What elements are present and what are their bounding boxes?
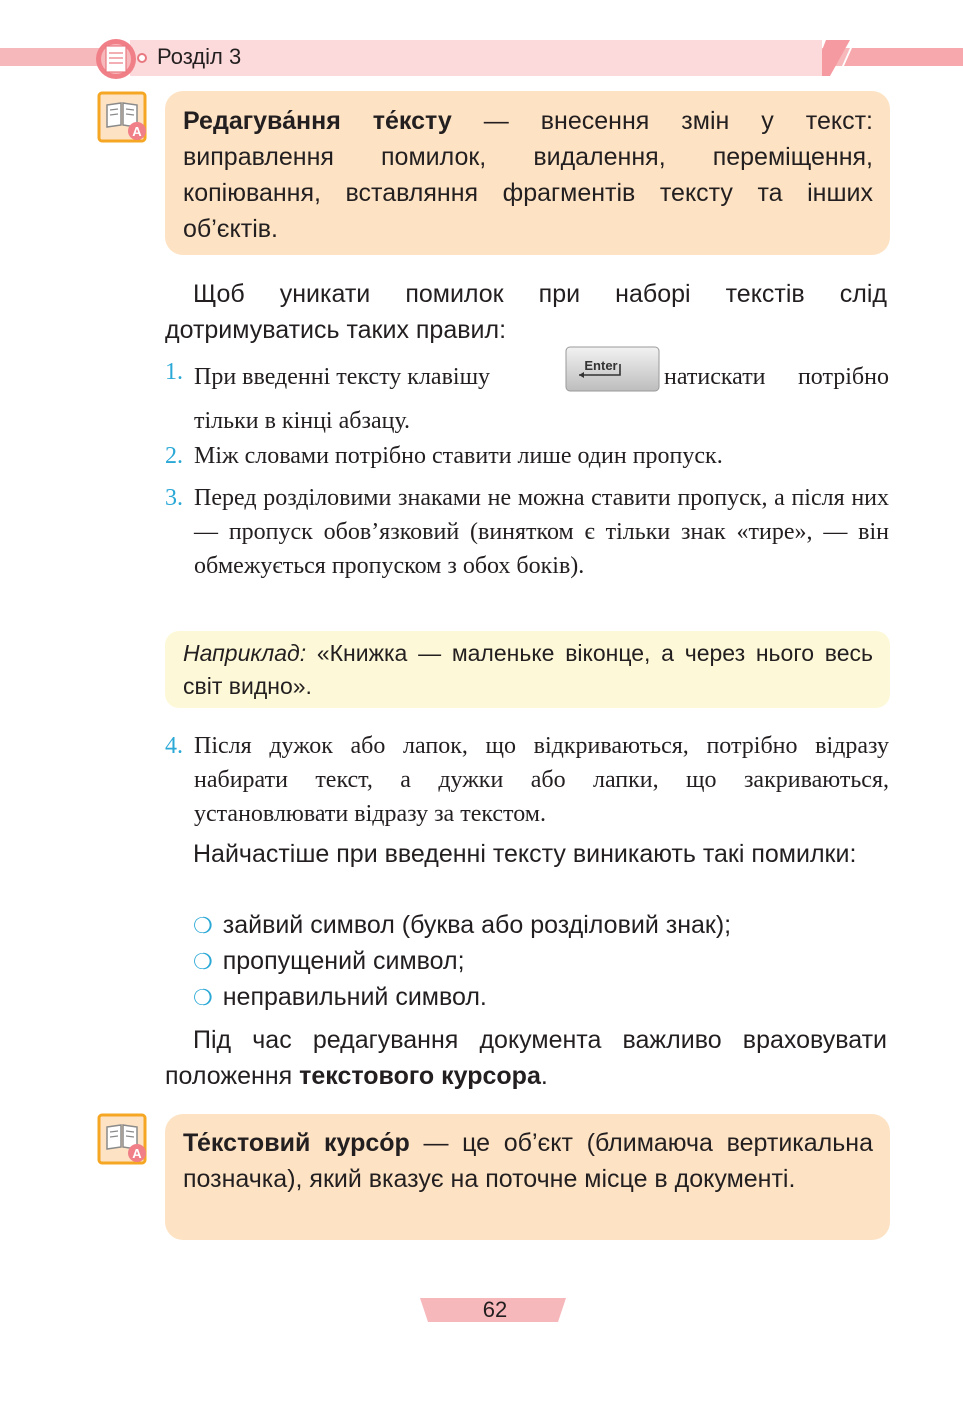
definition-editing-term: Редагува́ння те́ксту (183, 107, 452, 135)
rule-number: 2. (165, 443, 183, 469)
svg-text:A: A (132, 124, 142, 139)
error-item (193, 979, 487, 1016)
error-item (193, 943, 465, 980)
rule-number: 1. (165, 359, 183, 385)
cursor-paragraph (165, 1022, 887, 1094)
definition-editing-text (183, 103, 873, 247)
page-number: 62 (482, 1297, 508, 1322)
example-quote: «Книжка — маленьке віконце, а через нього весь світ видно». (183, 640, 873, 699)
rule-1-text-after: натискати потрібно тільки в кінці абзацу. (194, 364, 889, 434)
definition-cursor-text (183, 1125, 873, 1197)
section-title: Розділ 3 (157, 44, 242, 69)
error-item-text: пропущений символ; (222, 947, 465, 975)
rule-1-text-before: При введенні тексту клавішу (194, 364, 491, 390)
rule-2 (165, 439, 889, 473)
enter-key-label: Enter (584, 358, 618, 373)
rule-4 (165, 729, 889, 831)
definition-cursor-term: Те́кстовий курсо́р (183, 1129, 410, 1157)
errors-intro-paragraph (165, 836, 887, 872)
rule-4-text: Після дужок або лапок, що відкриваються, потрібно відразу набирати текст, а дужки або лапки, що закриваються, установлювати відразу за текстом. (194, 733, 889, 827)
circle-bullet-icon: ❍ (193, 985, 213, 1010)
rules-intro-text: Щоб уникати помилок при наборі текстів слід дотримуватись таких правил: (165, 280, 887, 344)
enter-key-icon (565, 346, 660, 392)
rule-1 (165, 355, 889, 443)
definition-editing-body: — внесення змін у текст: виправлення помилок, видалення, переміщення, копіювання, вставляння фрагментів тексту та інших об’єктів. (183, 107, 873, 243)
section-document-icon (94, 38, 154, 80)
rule-1-text (194, 355, 889, 443)
rules-intro-paragraph (165, 276, 887, 348)
error-item (193, 907, 731, 944)
circle-bullet-icon: ❍ (193, 949, 213, 974)
cursor-paragraph-end: . (540, 1062, 548, 1090)
rule-number: 3. (165, 485, 183, 511)
circle-bullet-icon: ❍ (193, 913, 213, 938)
definition-box-editing (165, 91, 890, 255)
errors-intro-text: Найчастіше при введенні тексту виникають такі помилки: (193, 840, 857, 868)
rule-3 (165, 481, 889, 583)
example-box (165, 631, 890, 708)
cursor-paragraph-text: Під час редагування документа важливо враховувати положення (165, 1026, 887, 1090)
rule-number: 4. (165, 733, 183, 759)
error-item-text: неправильний символ. (222, 983, 487, 1011)
example-text (183, 637, 873, 703)
definition-cursor-body: — це об’єкт (блимаюча вертикальна позначка), який вказує на поточне місце в документі. (183, 1129, 873, 1193)
cursor-paragraph-bold: текстового курсора (299, 1062, 541, 1090)
example-label: Наприклад: (183, 640, 307, 666)
rule-3-text: Перед розділовими знаками не можна ставити пропуск, а після них — пропуск обов’язковий (винятком є тільки знак «тире», — він обмежується пропуском з обох боків). (194, 485, 889, 579)
definition-box-cursor (165, 1114, 890, 1240)
dictionary-book-icon (97, 1113, 149, 1167)
svg-text:A: A (132, 1146, 142, 1161)
rule-2-text: Між словами потрібно ставити лише один пропуск. (194, 443, 723, 469)
error-item-text: зайвий символ (буква або розділовий знак); (222, 911, 732, 939)
dictionary-book-icon (97, 91, 149, 145)
